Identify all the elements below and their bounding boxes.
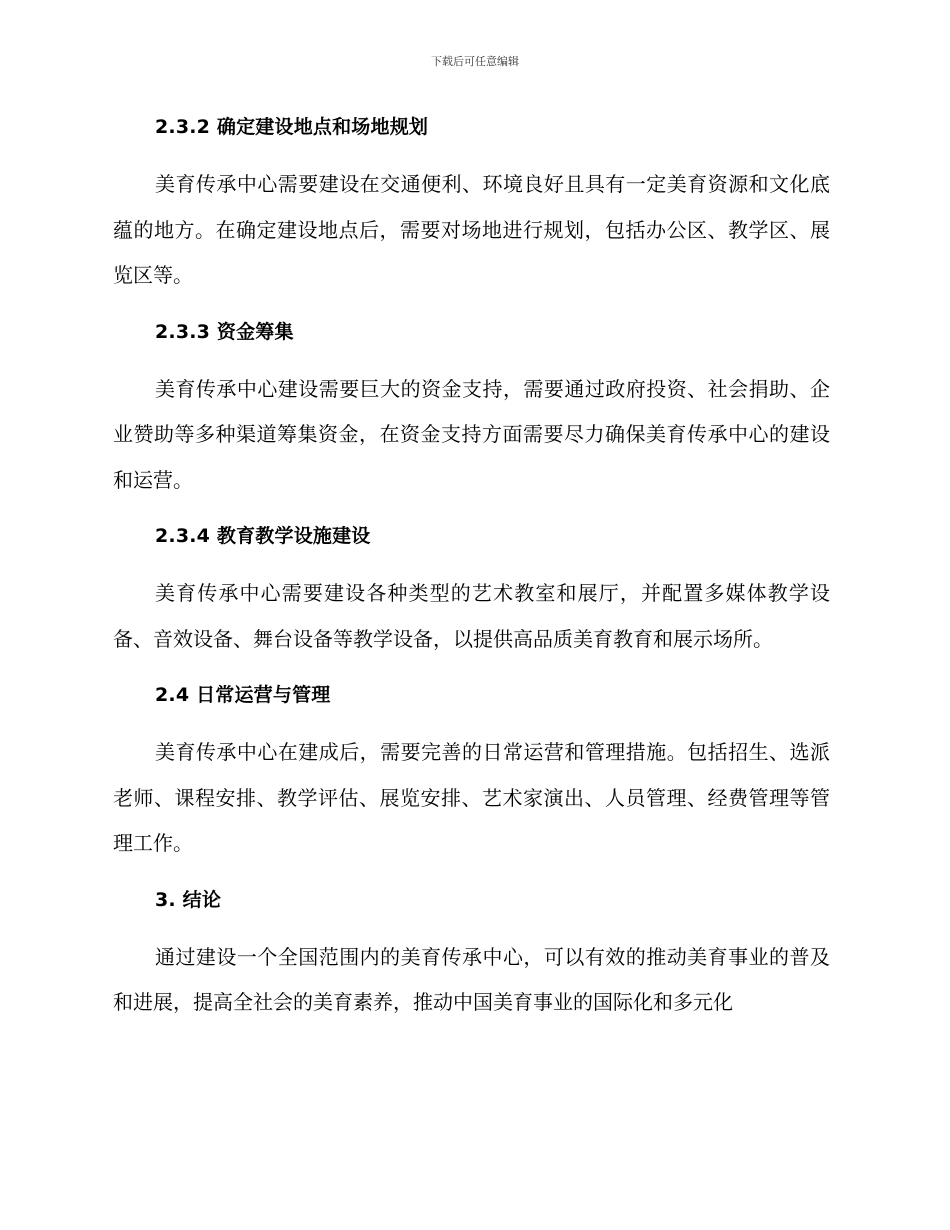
section-paragraph-2-3-3: 美育传承中心建设需要巨大的资金支持，需要通过政府投资、社会捐助、企业赞助等多种渠道筹集资金，在资金支持方面需要尽力确保美育传承中心的建设和运营。 (113, 376, 830, 492)
section-paragraph-2-3-4: 美育传承中心需要建设各种类型的艺术教室和展厅，并配置多媒体教学设备、音效设备、舞台设备等教学设备，以提供高品质美育教育和展示场所。 (113, 581, 830, 651)
section-heading-2-4: 2.4 日常运营与管理 (155, 684, 331, 706)
page-header: 下载后可任意编辑 (431, 55, 519, 68)
section-heading-2-3-4: 2.3.4 教育教学设施建设 (155, 525, 371, 547)
section-heading-2-3-2: 2.3.2 确定建设地点和场地规划 (155, 116, 429, 138)
section-paragraph-3: 通过建设一个全国范围内的美育传承中心，可以有效的推动美育事业的普及和进展，提高全社会的美育素养，推动中国美育事业的国际化和多元化 (113, 944, 830, 1014)
section-heading-3: 3. 结论 (155, 888, 222, 911)
section-paragraph-2-4: 美育传承中心在建成后，需要完善的日常运营和管理措施。包括招生、选派老师、课程安排、教学评估、展览安排、艺术家演出、人员管理、经费管理等管理工作。 (113, 740, 830, 855)
section-paragraph-2-3-2: 美育传承中心需要建设在交通便利、环境良好且具有一定美育资源和文化底蕴的地方。在确定建设地点后，需要对场地进行规划，包括办公区、教学区、展览区等。 (113, 172, 830, 287)
document-body (113, 112, 830, 1026)
section-heading-2-3-3: 2.3.3 资金筹集 (155, 320, 294, 343)
